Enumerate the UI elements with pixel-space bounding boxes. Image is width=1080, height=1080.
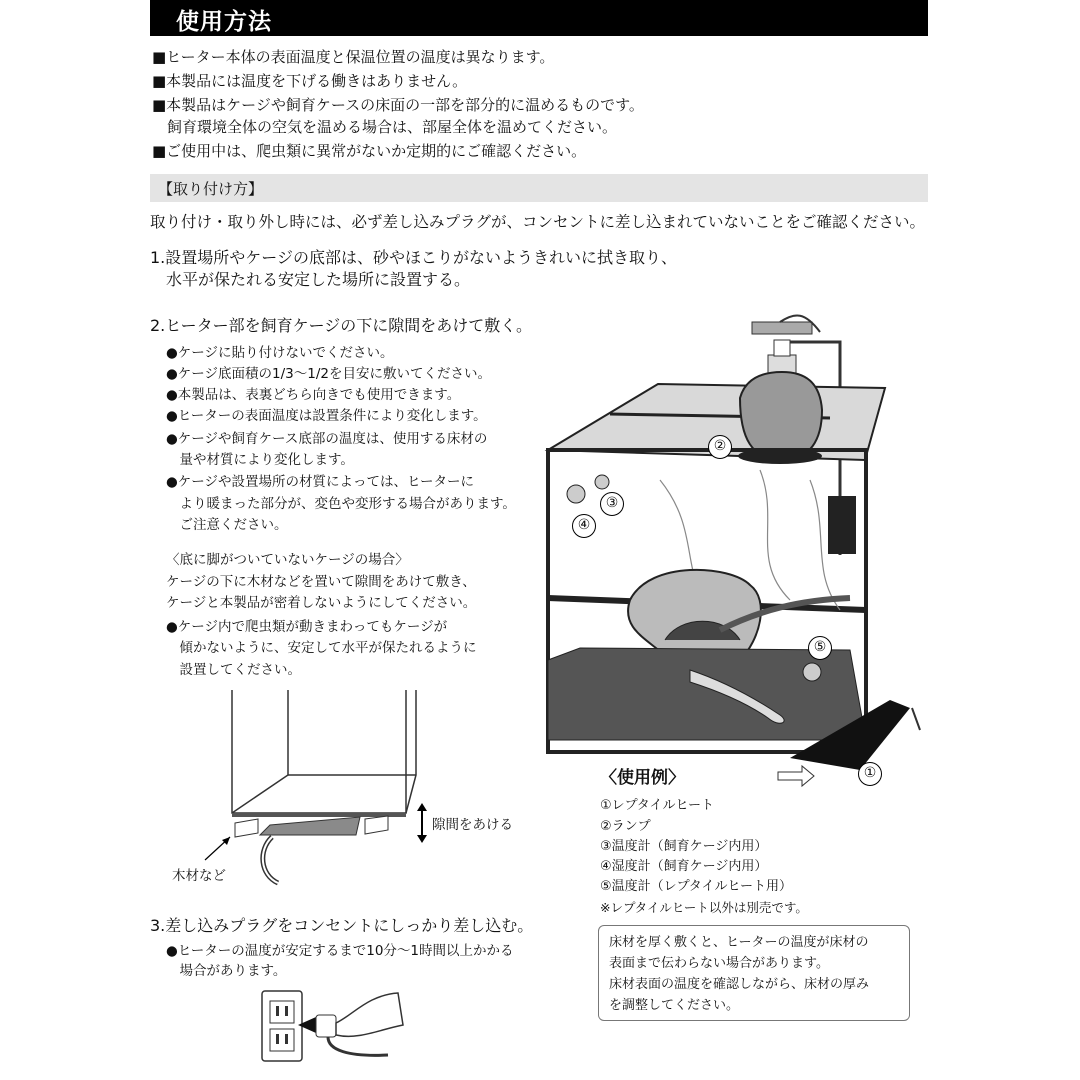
step-2-bullet: ●ケージ底面積の1/3〜1/2を目安に敷いてください。 <box>166 366 491 382</box>
step-3-bullet: 場合があります。 <box>166 963 287 979</box>
gap-label: 隙間をあける <box>432 817 513 833</box>
step-2-bullet: ご注意ください。 <box>166 517 288 533</box>
outlet-plug-illustration <box>258 985 408 1065</box>
step-1-line: 水平が保たれる安定した場所に設置する。 <box>150 270 471 289</box>
step-2-bullet: ●ヒーターの表面温度は設置条件により変化します。 <box>166 408 487 424</box>
step-3-title: 3.差し込みプラグをコンセントにしっかり差し込む。 <box>150 916 534 935</box>
page-title: 使用方法 <box>176 9 272 35</box>
example-item: ④湿度計（飼育ケージ内用） <box>600 859 768 874</box>
example-title: 〈使用例〉 <box>600 768 685 788</box>
step-2-bullet: ●ケージや飼育ケース底部の温度は、使用する床材の <box>166 431 488 447</box>
callout-3: ③ <box>600 492 624 516</box>
step-2-bullet: ●本製品は、表裏どちら向きでも使用できます。 <box>166 387 461 403</box>
no-legs-line: ケージの下に木材などを置いて隙間をあけて敷き、 <box>166 574 476 590</box>
tip-line: 床材を厚く敷くと、ヒーターの温度が床材の <box>609 935 869 950</box>
wood-label: 木材など <box>172 868 226 884</box>
step-2-bullet: ●ケージに貼り付けないでください。 <box>166 345 394 361</box>
note-line: ■本製品には温度を下げる働きはありません。 <box>152 72 468 90</box>
no-legs-line: ケージと本製品が密着しないようにしてください。 <box>166 595 477 611</box>
callout-4: ④ <box>572 514 596 538</box>
section-title: 【取り付け方】 <box>158 180 264 198</box>
no-legs-title: 〈底に脚がついていないケージの場合〉 <box>166 552 409 568</box>
section-bar <box>150 174 928 202</box>
step-1-line: 1.設置場所やケージの底部は、砂やほこりがないようきれいに拭き取り、 <box>150 248 677 267</box>
callout-1: ① <box>858 762 882 786</box>
example-item: ①レプタイルヒート <box>600 798 714 813</box>
tip-line: 表面まで伝わらない場合があります。 <box>609 956 829 971</box>
tip-box <box>598 925 910 1021</box>
note-line: ■ご使用中は、爬虫類に異常がないか定期的にご確認ください。 <box>152 142 587 160</box>
example-note: ※レプタイルヒート以外は別売です。 <box>600 900 808 915</box>
step-3-bullet: ●ヒーターの温度が安定するまで10分〜1時間以上かかる <box>166 943 514 959</box>
step-2-bullet: 量や材質により変化します。 <box>166 452 354 468</box>
tip-line: 床材表面の温度を確認しながら、床材の厚み <box>609 977 870 992</box>
tip-line: を調整してください。 <box>609 998 740 1013</box>
example-item: ②ランプ <box>600 819 651 834</box>
no-legs-bullet: 傾かないように、安定して水平が保たれるように <box>166 640 477 656</box>
step-2-title: 2.ヒーター部を飼育ケージの下に隙間をあけて敷く。 <box>150 316 532 335</box>
no-legs-bullet: 設置してください。 <box>166 662 301 678</box>
terrarium-illustration <box>540 310 940 790</box>
step-2-bullet: より暖まった部分が、変色や変形する場合があります。 <box>166 496 516 512</box>
step-2-bullet: ●ケージや設置場所の材質によっては、ヒーターに <box>166 474 474 490</box>
note-line: ■ヒーター本体の表面温度と保温位置の温度は異なります。 <box>152 48 555 66</box>
cage-gap-diagram <box>160 685 520 885</box>
callout-5: ⑤ <box>808 636 832 660</box>
no-legs-bullet: ●ケージ内で爬虫類が動きまわってもケージが <box>166 619 448 635</box>
note-line: ■本製品はケージや飼育ケースの床面の一部を部分的に温めるものです。 <box>152 96 644 114</box>
note-line: 飼育環境全体の空気を温める場合は、部屋全体を温めてください。 <box>152 118 618 136</box>
callout-2: ② <box>708 435 732 459</box>
example-item: ③温度計（飼育ケージ内用） <box>600 839 768 854</box>
example-item: ⑤温度計（レプタイルヒート用） <box>600 879 792 894</box>
install-lead: 取り付け・取り外し時には、必ず差し込みプラグが、コンセントに差し込まれていないことをご確認ください。 <box>150 213 926 231</box>
